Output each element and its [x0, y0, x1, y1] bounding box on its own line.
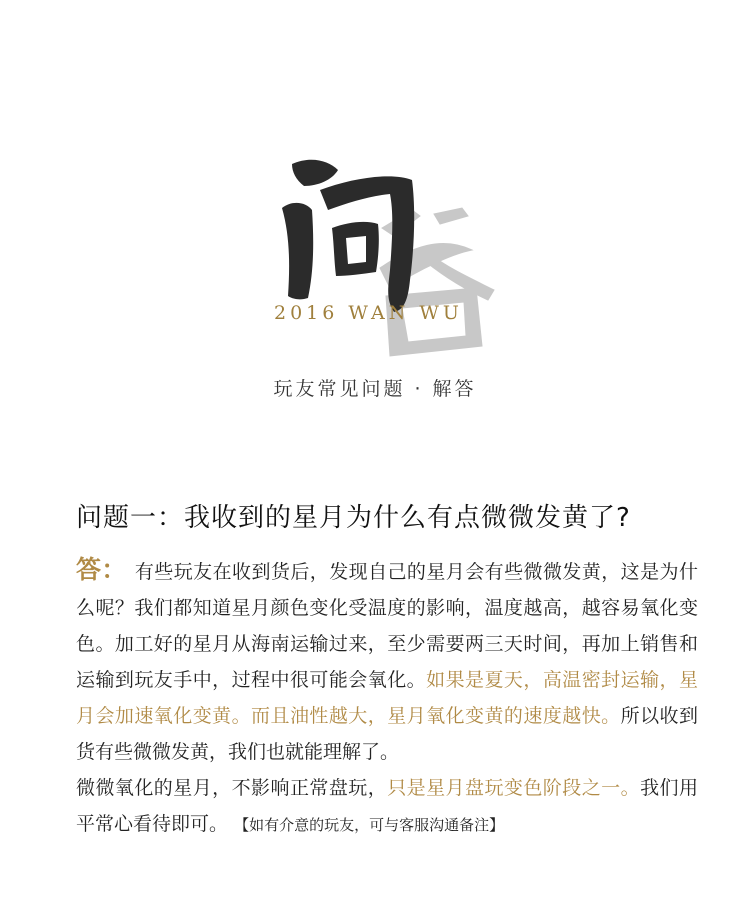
page-subtitle: 玩友常见问题 · 解答: [273, 378, 477, 400]
answer-highlight: 只是星月盘玩变色阶段之一。: [387, 777, 641, 799]
answer-paragraph-1: [76, 552, 698, 770]
answer-text: 有些玩友在收到货后，发现自己的星月会有些微微发黄，这是为什么呢？我们都知道星月颜色变化受温度的影响，温度越高，越容易氧化变色。加工好的星月从海南运输过来，至少需要两三天时间，再加上销售和运输到玩友手中，过程中很可能会氧化。: [76, 561, 698, 691]
brand-year-text: 2016 WAN WU: [274, 302, 463, 324]
wenda-calligraphy-logo: [262, 150, 502, 370]
answer-paragraph-2: [76, 770, 698, 843]
customer-service-note: 【如有介意的玩友，可与客服沟通备注】: [234, 816, 505, 834]
answer-text: 微微氧化的星月，不影响正常盘玩，: [76, 777, 388, 799]
answer-highlight: 如果是夏天，高温密封运输，星月会加速氧化变黄。而且油性越大，星月氧化变黄的速度越快。: [76, 669, 698, 727]
answer-text: 所以收到货有些微微发黄，我们也就能理解了。: [76, 705, 698, 763]
calligraphy-logo-art: [262, 150, 502, 370]
question-heading: 问题一：我收到的星月为什么有点微微发黄了?: [76, 503, 631, 533]
answer-label: 答：: [76, 555, 127, 584]
answer-text: 我们用平常心看待即可。: [76, 777, 698, 835]
wen-character-shape: [282, 160, 414, 312]
answer-body: [76, 552, 698, 843]
